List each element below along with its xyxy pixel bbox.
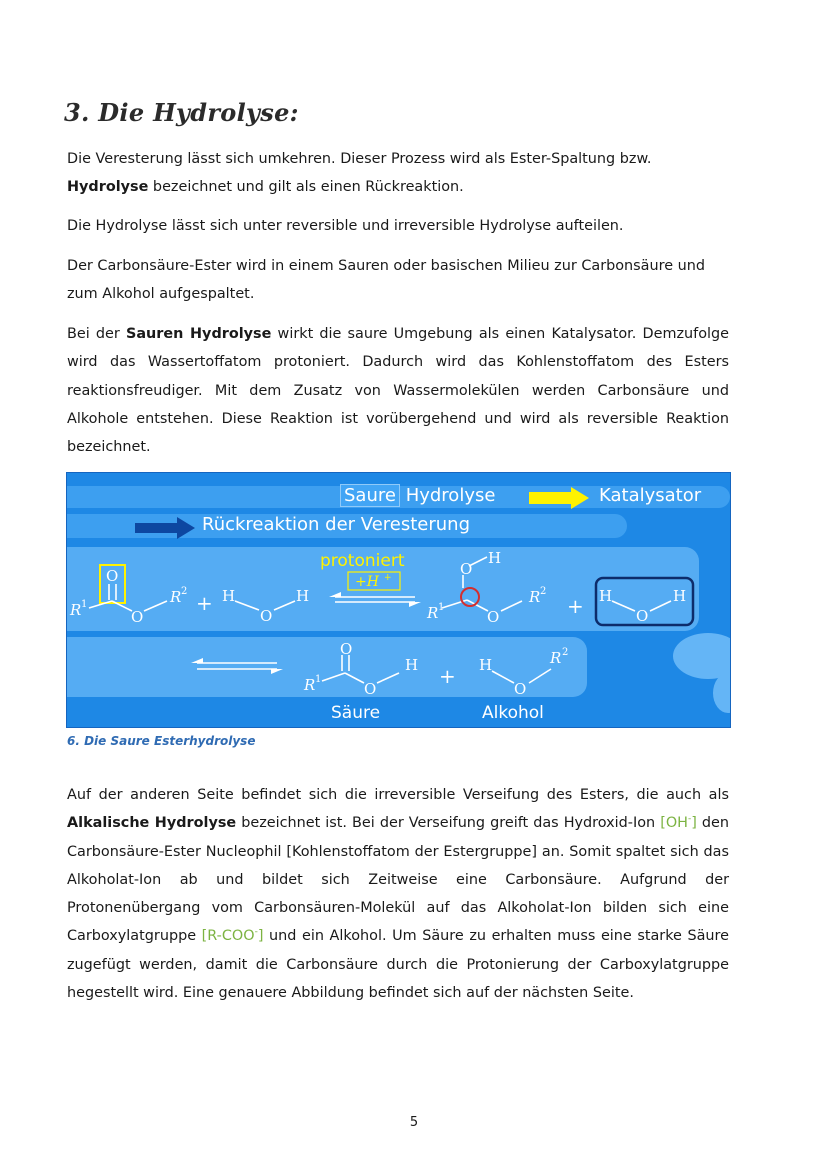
svg-text:+: + xyxy=(567,594,584,618)
svg-text:O: O xyxy=(340,640,353,658)
svg-text:1: 1 xyxy=(315,674,322,685)
reaction-scheme xyxy=(67,473,730,727)
svg-text:H: H xyxy=(479,656,493,674)
svg-text:O: O xyxy=(487,608,500,626)
svg-text:O: O xyxy=(636,607,649,625)
svg-text:R: R xyxy=(550,649,562,667)
svg-text:protoniert: protoniert xyxy=(320,551,405,571)
figure-caption: 6. Die Saure Esterhydrolyse xyxy=(67,734,256,748)
svg-text:O: O xyxy=(106,567,119,585)
svg-text:1: 1 xyxy=(438,602,445,613)
page-number: 5 xyxy=(409,1115,419,1130)
paragraph-alkaline-hydrolysis: Auf der anderen Seite befindet sich die irreversible Verseifung des Esters, die auch als Alkalische Hydrolyse bezeichnet ist. Bei der Verseifung greift das Hydroxid-Ion [OH-] den Carbonsäure-Ester Nucleophil [Kohlenstoffatom der Estergruppe] an. Somit spaltet sich das Alkoholat-Ion ab und bildet sich Zeitweise eine Carbonsäure. Aufgrund der Protonenübergang vom Carbonsäuren-Molekül auf das Alkoholat-Ion bilden sich eine Carboxylatgruppe [R-COO-] und ein Alkohol. Um Säure zu erhalten muss eine starke Säure zugefügt werden, damit die Carbonsäure durch die Protonierung der Carboxylatgruppe hegestellt wird. Eine genauere Abbildung befindet sich auf der nächsten Seite. xyxy=(67,787,730,1002)
figure-title: Saure Hydrolyse xyxy=(340,485,495,506)
paragraph-intro: Die Veresterung lässt sich umkehren. Dieser Prozess wird als Ester-Spaltung bzw. Hydrolyse bezeichnet und gilt als einen Rückreaktion. xyxy=(67,151,652,196)
svg-text:+: + xyxy=(439,664,456,688)
svg-text:O: O xyxy=(260,607,273,625)
svg-text:2: 2 xyxy=(562,647,569,658)
svg-text:R: R xyxy=(170,588,182,606)
svg-text:O: O xyxy=(514,680,527,698)
svg-text:H: H xyxy=(222,587,236,605)
svg-text:2: 2 xyxy=(540,586,547,597)
svg-text:H: H xyxy=(488,549,502,567)
svg-text:R: R xyxy=(427,604,439,622)
red-circle-highlight xyxy=(461,588,479,606)
svg-text:+H: +H xyxy=(355,574,379,590)
paragraph-milieu: Der Carbonsäure-Ester wird in einem Sauren oder basischen Milieu zur Carbonsäure und zum Alkohol aufgespaltet. xyxy=(67,258,706,303)
acid-label: Säure xyxy=(331,703,381,723)
svg-text:+: + xyxy=(196,591,213,615)
svg-text:O: O xyxy=(364,680,377,698)
svg-text:H: H xyxy=(296,587,310,605)
svg-text:H: H xyxy=(673,587,687,605)
alcohol-label: Alkohol xyxy=(482,703,544,723)
svg-text:O: O xyxy=(131,608,144,626)
paragraph-types: Die Hydrolyse lässt sich unter reversible und irreversible Hydrolyse aufteilen. xyxy=(67,218,624,234)
svg-text:H: H xyxy=(405,656,419,674)
svg-text:+: + xyxy=(384,573,392,583)
section-heading: 3. Die Hydrolyse: xyxy=(64,98,299,127)
svg-text:R: R xyxy=(529,588,541,606)
svg-text:H: H xyxy=(599,587,613,605)
paragraph-acid-hydrolysis: Bei der Sauren Hydrolyse wirkt die saure Umgebung als einen Katalysator. Demzufolge wird das Wassertoffatom protoniert. Dadurch wird das Kohlenstoffatom des Esters reaktionsfreudiger. Mit dem Zusatz von Wassermolekülen werden Carbonsäure und Alkohole entstehen. Diese Reaktion ist vorübergehend und wird als reversible Reaktion bezeichnet. xyxy=(67,326,730,456)
figure-subtitle: Rückreaktion der Veresterung xyxy=(202,514,471,535)
svg-text:O: O xyxy=(460,560,473,578)
svg-text:1: 1 xyxy=(81,599,88,610)
svg-text:R: R xyxy=(304,676,316,694)
svg-text:R: R xyxy=(70,601,82,619)
svg-text:2: 2 xyxy=(181,586,188,597)
acid-hydrolysis-figure xyxy=(67,473,730,727)
catalyst-label: Katalysator xyxy=(599,485,702,506)
